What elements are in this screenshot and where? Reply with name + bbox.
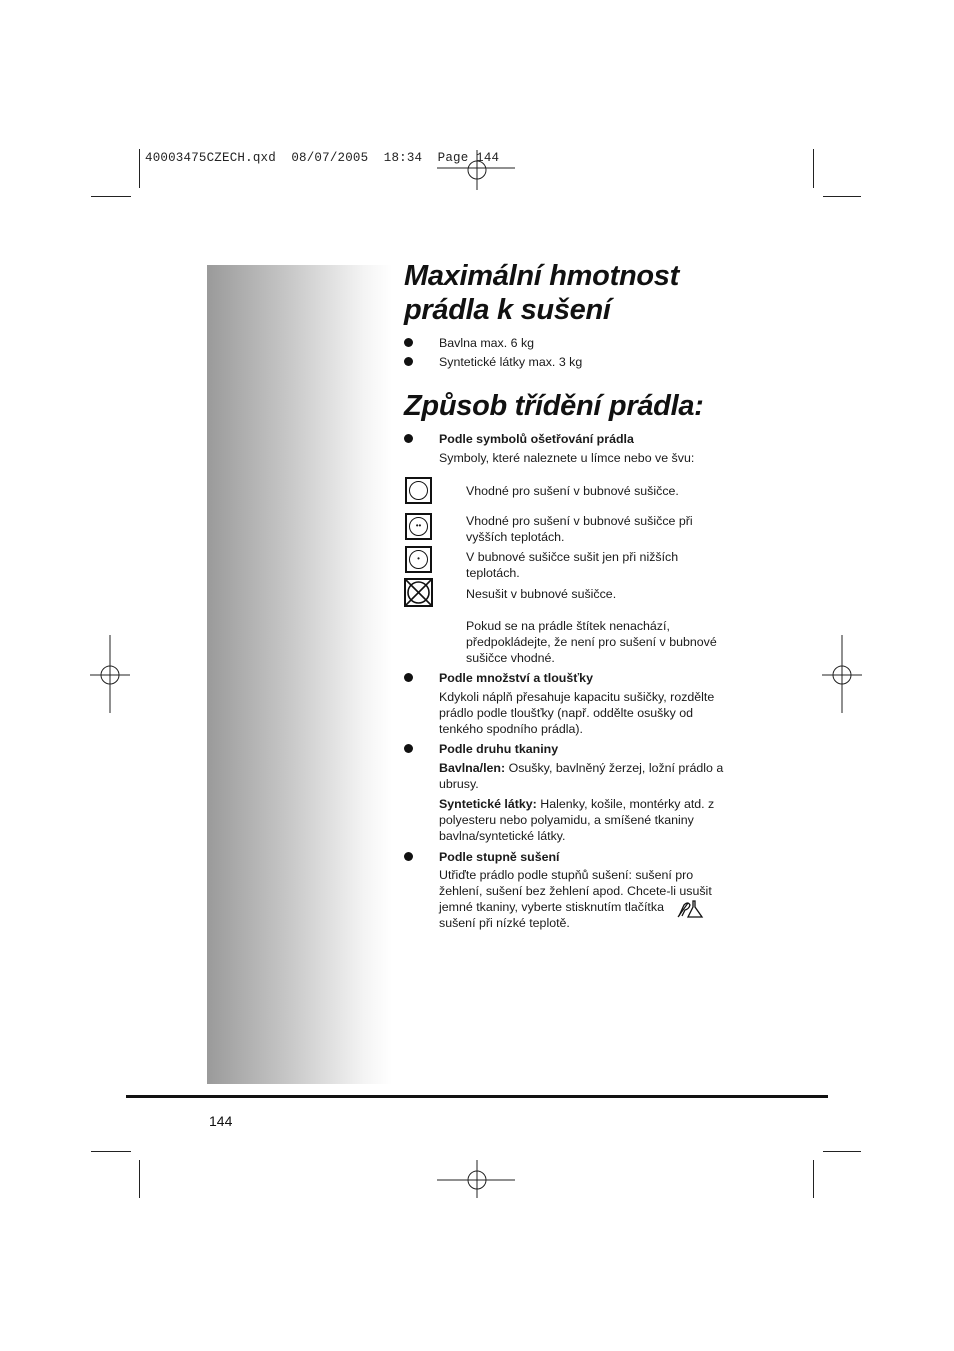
section-title [404,259,679,327]
bullet-icon [404,338,413,347]
title-line: Maximální hmotnost [404,260,679,292]
crop-mark [823,1151,861,1152]
bullet-icon [404,852,413,861]
print-slug: 40003475CZECH.qxd 08/07/2005 18:34 Page 144 [145,151,500,165]
bullet-icon [404,434,413,443]
crop-mark [813,1160,814,1198]
symbol-description: Nesušit v bubnové sušičce. [466,587,617,601]
paragraph: Utřiďte prádlo podle stupňů sušení: sušení pro žehlení, sušení bez žehlení apod. Chcete-li usušit jemné tkaniny, vyberte stisknutím tlačítka sušení při nízké teplotě. [439,868,712,930]
no-tumble-dry-icon [404,578,434,608]
gradient-sidebar [207,265,392,1084]
footer-rule [126,1095,828,1098]
subsection-heading: Podle množství a tloušťky [439,671,593,685]
registration-mark-icon [90,635,132,715]
list-item: Bavlna max. 6 kg [439,336,535,350]
inline-label: Syntetické látky: [439,797,537,811]
tumble-dry-low-icon: • [405,546,432,573]
inline-label: Bavlna/len: [439,761,506,775]
bullet-icon [404,744,413,753]
tumble-dry-high-icon: •• [405,513,432,540]
list-item: Syntetické látky max. 3 kg [439,355,583,369]
symbol-description: Vhodné pro sušení v bubnové sušičce. [466,484,679,498]
crop-mark [813,149,814,188]
registration-mark-icon [437,1160,517,1200]
symbol-description: Vhodné pro sušení v bubnové sušičce při vyšších teplotách. [466,514,693,544]
paragraph: Kdykoli náplň přesahuje kapacitu sušičky, rozdělte prádlo podle tloušťky (např. oddělte osušky od tenkého spodního prádla). [439,690,715,736]
note-paragraph: Pokud se na prádle štítek nenachází, předpokládejte, že není pro sušení v bubnové sušičce vhodné. [466,619,717,665]
bullet-icon [404,357,413,366]
crop-mark [139,149,140,188]
paragraph: Symboly, které naleznete u límce nebo ve švu: [439,451,695,465]
crop-mark [91,196,131,197]
page-number: 144 [209,1113,233,1129]
crop-mark [823,196,861,197]
tumble-dry-icon [405,477,432,504]
crop-mark [91,1151,131,1152]
bullet-icon [404,673,413,682]
subsection-heading: Podle druhu tkaniny [439,742,559,756]
subsection-heading: Podle symbolů ošetřování prádla [439,432,634,446]
crop-mark [139,1160,140,1198]
symbol-description: V bubnové sušičce sušit jen při nižších teplotách. [466,550,679,580]
title-line: prádla k sušení [404,294,611,326]
paragraph: Bavlna/len: Osušky, bavlněný žerzej, ložní prádlo a ubrusy. [439,761,724,791]
delicate-button-icon [676,899,706,919]
paragraph: Syntetické látky: Halenky, košile, montérky atd. z polyesteru nebo polyamidu, a smíšené tkaniny bavlna/syntetické látky. [439,797,715,843]
registration-mark-icon [822,635,864,715]
subsection-heading: Podle stupně sušení [439,850,560,864]
section-title: Způsob třídění prádla: [404,390,704,422]
